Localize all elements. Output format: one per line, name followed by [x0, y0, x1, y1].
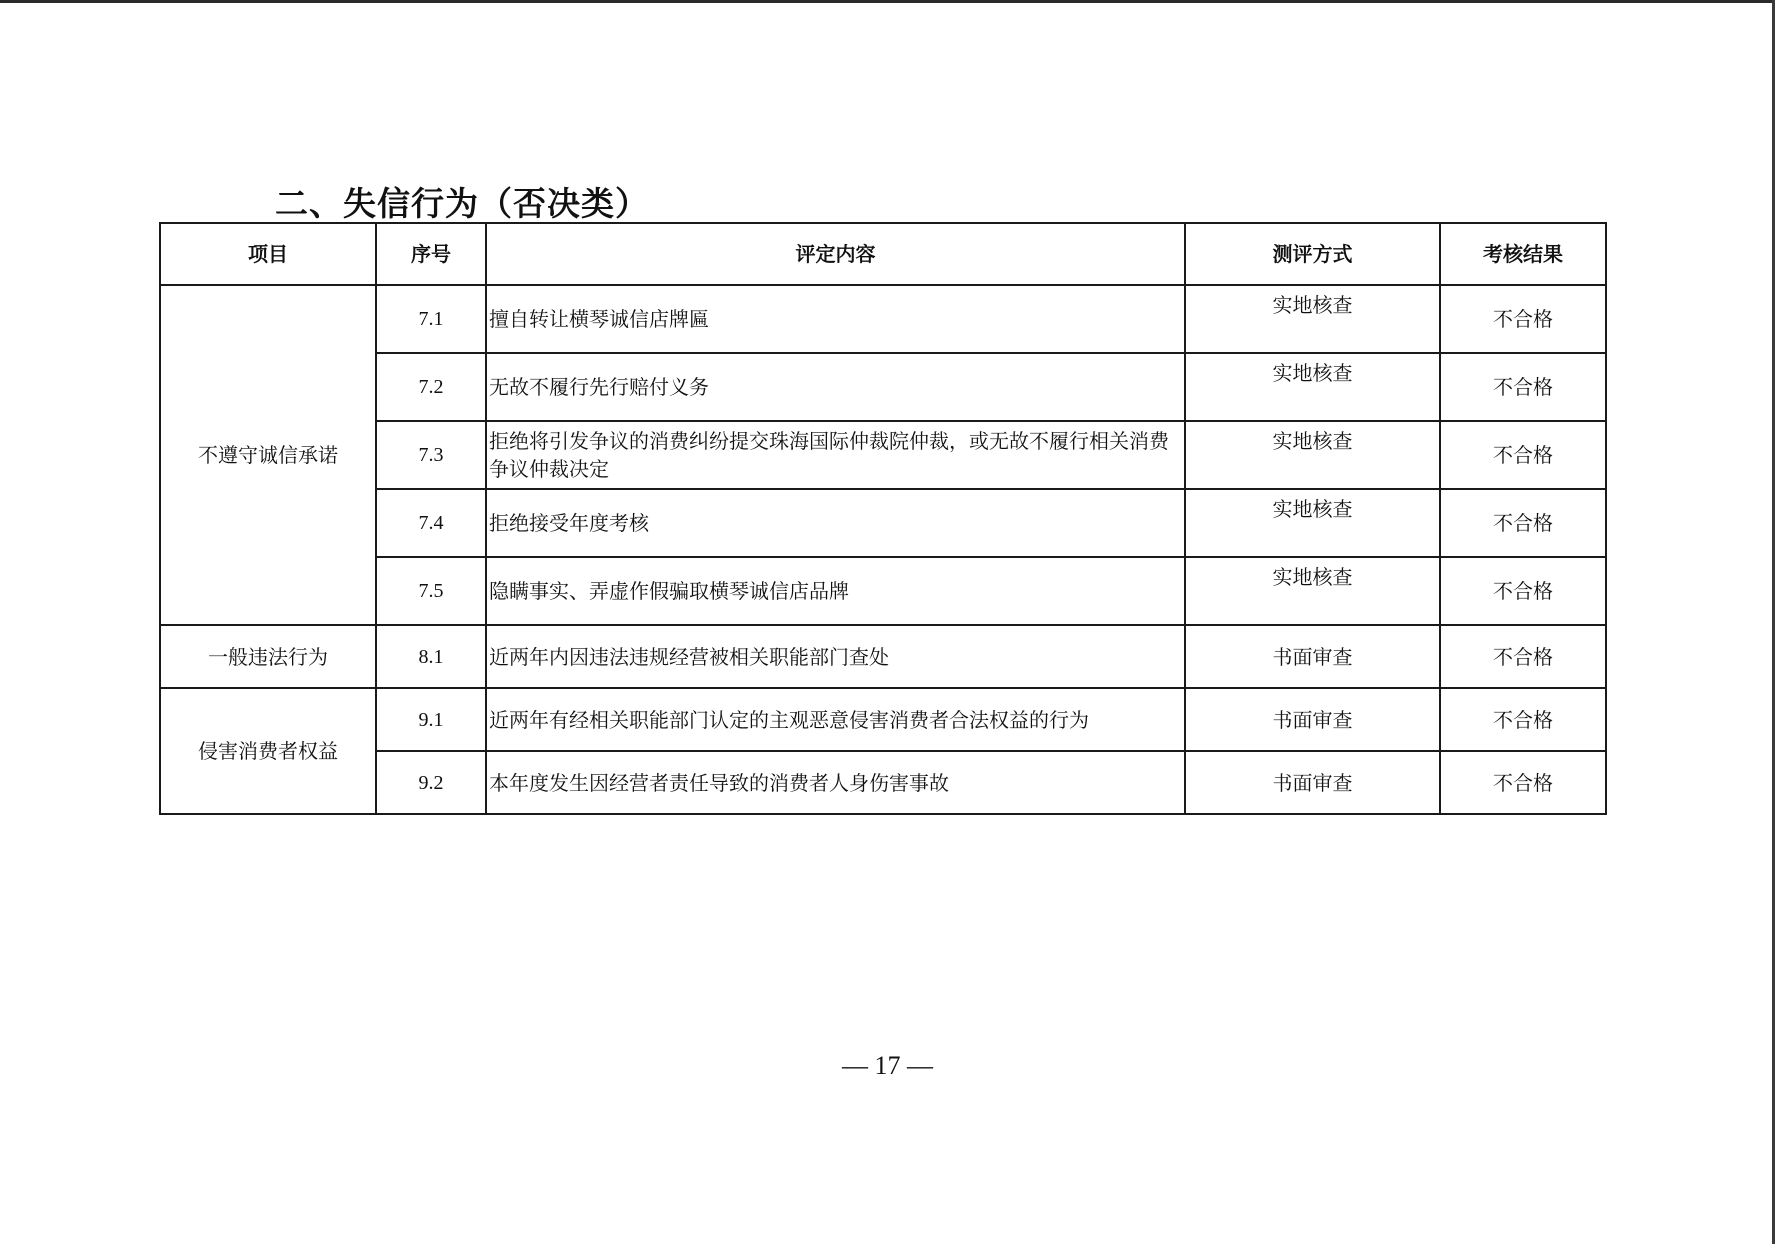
content-cell: 拒绝接受年度考核: [486, 489, 1185, 557]
content-cell: 隐瞒事实、弄虚作假骗取横琴诚信店品牌: [486, 557, 1185, 625]
content-cell: 拒绝将引发争议的消费纠纷提交珠海国际仲裁院仲裁，或无故不履行相关消费争议仲裁决定: [486, 421, 1185, 489]
method-cell: 实地核查: [1185, 353, 1440, 421]
result-cell: 不合格: [1440, 285, 1606, 353]
method-cell: 实地核查: [1185, 285, 1440, 353]
method-cell: 实地核查: [1185, 489, 1440, 557]
table-row: [160, 421, 1606, 489]
seq-cell: 9.2: [376, 751, 486, 814]
result-cell: 不合格: [1440, 353, 1606, 421]
result-cell: 不合格: [1440, 688, 1606, 751]
content-cell: 近两年内因违法违规经营被相关职能部门查处: [486, 625, 1185, 688]
project-cell: 侵害消费者权益: [160, 688, 376, 814]
header-project: 项目: [160, 223, 376, 285]
header-method: 测评方式: [1185, 223, 1440, 285]
result-cell: 不合格: [1440, 489, 1606, 557]
content-cell: 本年度发生因经营者责任导致的消费者人身伤害事故: [486, 751, 1185, 814]
seq-cell: 9.1: [376, 688, 486, 751]
content-cell: 近两年有经相关职能部门认定的主观恶意侵害消费者合法权益的行为: [486, 688, 1185, 751]
table-row: [160, 751, 1606, 814]
seq-cell: 7.5: [376, 557, 486, 625]
content-cell: 擅自转让横琴诚信店牌匾: [486, 285, 1185, 353]
content-cell: 无故不履行先行赔付义务: [486, 353, 1185, 421]
method-cell: 书面审查: [1185, 625, 1440, 688]
result-cell: 不合格: [1440, 625, 1606, 688]
scan-edge-top: [0, 0, 1775, 3]
table-row: [160, 353, 1606, 421]
table-row: [160, 489, 1606, 557]
evaluation-table: [159, 222, 1607, 815]
section-title: 二、失信行为（否决类）: [275, 184, 649, 223]
table-row: [160, 625, 1606, 688]
header-content: 评定内容: [486, 223, 1185, 285]
header-result: 考核结果: [1440, 223, 1606, 285]
project-cell: 不遵守诚信承诺: [160, 285, 376, 625]
table-row: [160, 557, 1606, 625]
page-number: — 17 —: [842, 1051, 933, 1080]
method-cell: 书面审查: [1185, 751, 1440, 814]
seq-cell: 7.2: [376, 353, 486, 421]
table-row: [160, 285, 1606, 353]
header-seq: 序号: [376, 223, 486, 285]
method-cell: 实地核查: [1185, 557, 1440, 625]
table-header-row: [160, 223, 1606, 285]
seq-cell: 8.1: [376, 625, 486, 688]
result-cell: 不合格: [1440, 421, 1606, 489]
seq-cell: 7.3: [376, 421, 486, 489]
project-cell: 一般违法行为: [160, 625, 376, 688]
method-cell: 书面审查: [1185, 688, 1440, 751]
seq-cell: 7.1: [376, 285, 486, 353]
method-cell: 实地核查: [1185, 421, 1440, 489]
result-cell: 不合格: [1440, 751, 1606, 814]
result-cell: 不合格: [1440, 557, 1606, 625]
seq-cell: 7.4: [376, 489, 486, 557]
table-row: [160, 688, 1606, 751]
